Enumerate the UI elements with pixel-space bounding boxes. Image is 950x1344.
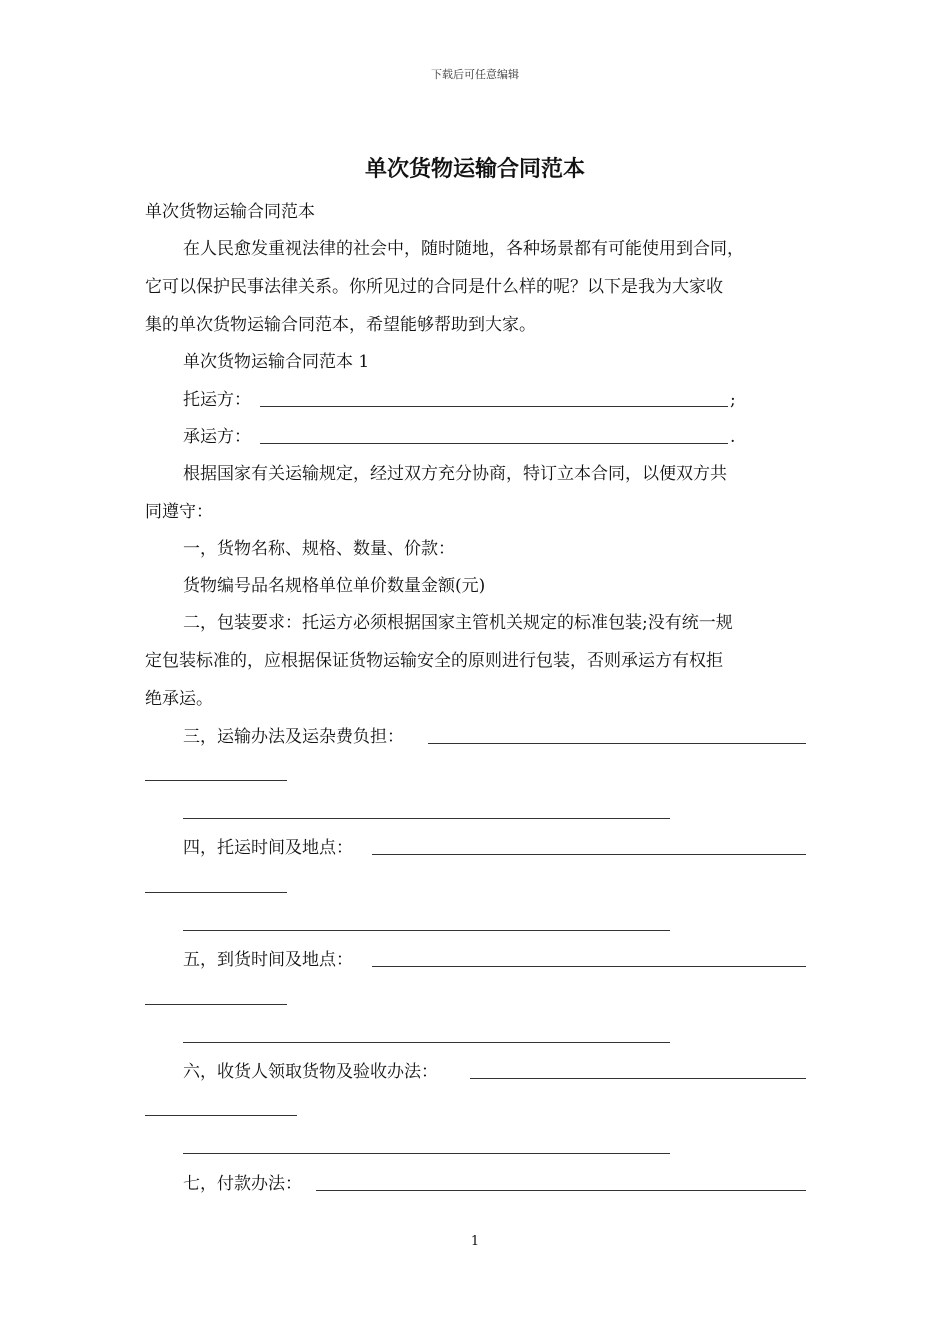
intro-line-3: 集的单次货物运输合同范本，希望能够帮助到大家。 — [145, 315, 536, 335]
clause-3-blank-3 — [183, 818, 670, 819]
clause-5-blank-3 — [183, 1042, 670, 1043]
shipper-end: ; — [730, 390, 736, 410]
clause-1-title: 一，货物名称、规格、数量、价款： — [183, 539, 455, 559]
clause-2-line-1: 二，包装要求：托运方必须根据国家主管机关规定的标准包装;没有统一规 — [183, 613, 733, 633]
clause-1-columns: 货物编号品名规格单位单价数量金额(元) — [183, 576, 486, 596]
intro-line-1: 在人民愈发重视法律的社会中，随时随地，各种场景都有可能使用到合同， — [183, 239, 744, 259]
shipper-blank — [260, 406, 728, 407]
clause-4-label: 四，托运时间及地点： — [183, 838, 353, 858]
agreement-line-2: 同遵守： — [145, 502, 213, 522]
sample-title: 单次货物运输合同范本 1 — [183, 352, 370, 372]
agreement-line-1: 根据国家有关运输规定，经过双方充分协商，特订立本合同，以便双方共 — [183, 464, 727, 484]
clause-4-blank-3 — [183, 930, 670, 931]
carrier-blank — [260, 443, 728, 444]
shipper-label: 托运方： — [183, 390, 251, 410]
clause-6-blank-1 — [470, 1078, 806, 1079]
clause-3-label: 三，运输办法及运杂费负担： — [183, 727, 404, 747]
document-title: 单次货物运输合同范本 — [364, 156, 585, 182]
carrier-end: . — [730, 427, 736, 447]
document-subtitle: 单次货物运输合同范本 — [145, 202, 315, 222]
clause-4-blank-2 — [145, 892, 287, 893]
clause-3-blank-2 — [145, 780, 287, 781]
page-number: 1 — [470, 1234, 480, 1249]
clause-5-blank-2 — [145, 1004, 287, 1005]
clause-2-line-2: 定包装标准的，应根据保证货物运输安全的原则进行包装，否则承运方有权拒 — [145, 651, 723, 671]
clause-7-blank-1 — [316, 1190, 806, 1191]
clause-2-line-3: 绝承运。 — [145, 689, 213, 709]
page-header: 下载后可任意编辑 — [431, 68, 519, 81]
clause-6-label: 六，收货人领取货物及验收办法： — [183, 1062, 438, 1082]
clause-5-label: 五，到货时间及地点： — [183, 950, 353, 970]
clause-7-label: 七，付款办法： — [183, 1174, 302, 1194]
clause-6-blank-3 — [183, 1153, 670, 1154]
clause-5-blank-1 — [372, 966, 806, 967]
intro-line-2: 它可以保护民事法律关系。你所见过的合同是什么样的呢？以下是我为大家收 — [145, 277, 723, 297]
clause-3-blank-1 — [428, 743, 806, 744]
carrier-label: 承运方： — [183, 427, 251, 447]
clause-4-blank-1 — [372, 854, 806, 855]
clause-6-blank-2 — [145, 1115, 297, 1116]
